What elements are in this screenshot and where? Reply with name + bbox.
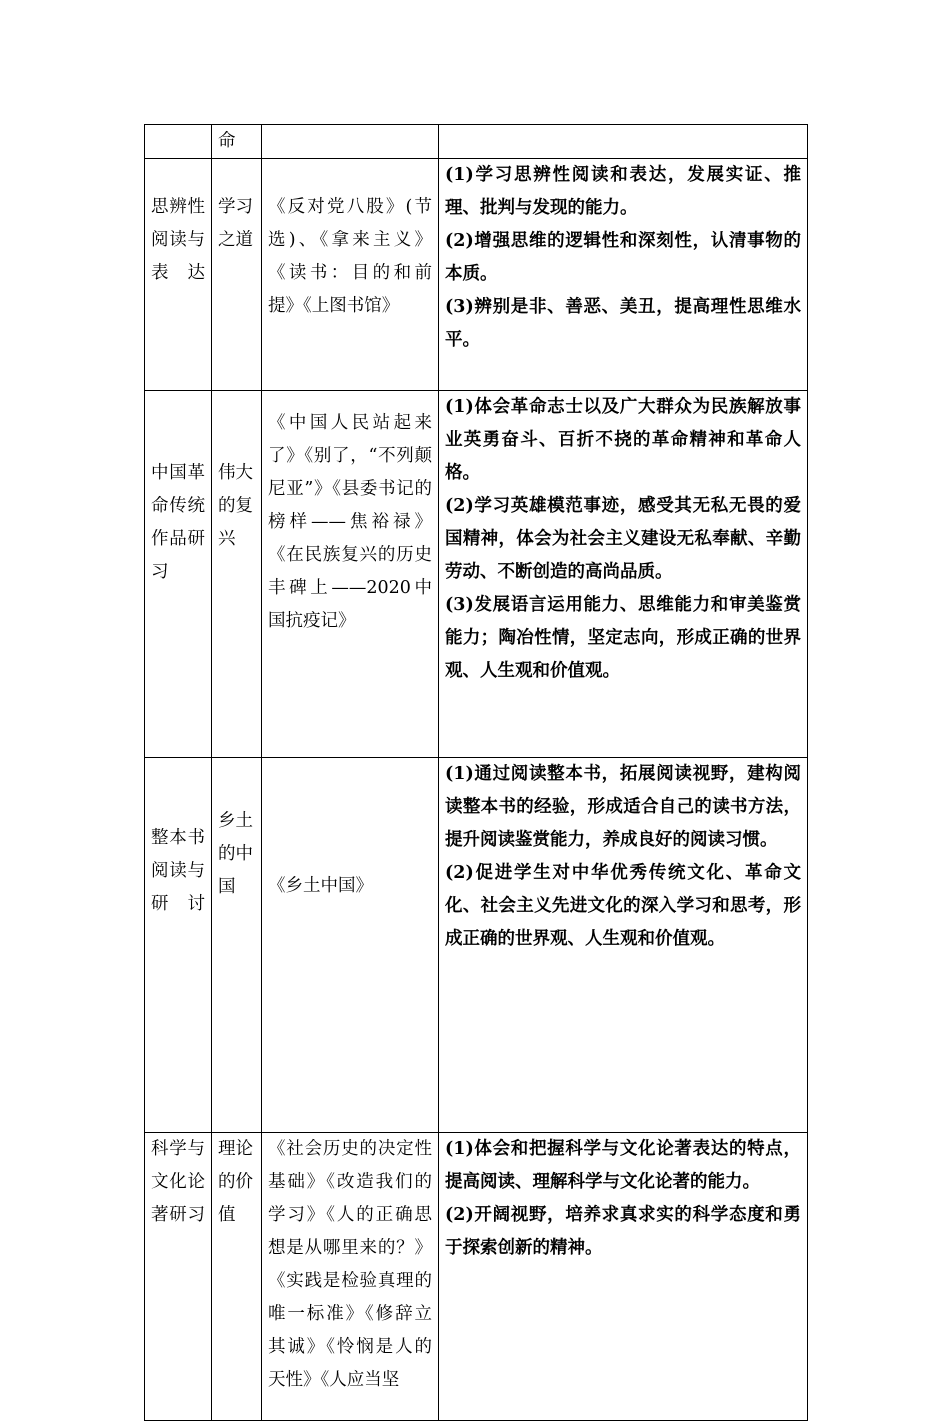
curriculum-table (144, 124, 808, 1421)
goals-cell (439, 159, 808, 391)
unit-cell: 理论的价值 (212, 1133, 262, 1421)
unit-cell: 伟大的复兴 (212, 391, 262, 758)
texts-cell: 《社会历史的决定性基础》《改造我们的学习》《人的正确思想是从哪里来的？》《实践是检验真理的唯一标准》《修辞立其诚》《怜悯是人的天性》《人应当坚 (262, 1133, 439, 1421)
table-row (145, 125, 808, 159)
goals-cell (439, 1133, 808, 1421)
goal-item: (1)通过阅读整本书，拓展阅读视野，建构阅读整本书的经验，形成适合自己的读书方法，提升阅读鉴赏能力，养成良好的阅读习惯。 (445, 764, 801, 850)
goal-item: (2)增强思维的逻辑性和深刻性，认清事物的本质。 (445, 231, 801, 284)
goal-item: (2)促进学生对中华优秀传统文化、革命文化、社会主义先进文化的深入学习和思考，形成正确的世界观、人生观和价值观。 (445, 863, 801, 949)
goal-item: (1)体会革命志士以及广大群众为民族解放事业英勇奋斗、百折不挠的革命精神和革命人格。 (445, 397, 801, 483)
table-row (145, 391, 808, 758)
theme-cell: 思辨性阅读与表达 (145, 159, 212, 391)
goal-item: (2)开阔视野，培养求真求实的科学态度和勇于探索创新的精神。 (445, 1205, 801, 1258)
goal-item: (3)发展语言运用能力、思维能力和审美鉴赏能力；陶冶性情，坚定志向，形成正确的世界观、人生观和价值观。 (445, 595, 801, 681)
goal-item: (3)辨别是非、善恶、美丑，提高理性思维水平。 (445, 297, 801, 350)
theme-cell: 科学与文化论著研习 (145, 1133, 212, 1421)
table-row (145, 758, 808, 1133)
texts-cell: 《乡土中国》 (262, 758, 439, 1133)
unit-cell: 命 (212, 125, 262, 159)
texts-cell (262, 125, 439, 159)
goals-cell (439, 125, 808, 159)
table-row (145, 1133, 808, 1421)
goal-item: (2)学习英雄模范事迹，感受其无私无畏的爱国精神，体会为社会主义建设无私奉献、辛勤劳动、不断创造的高尚品质。 (445, 496, 801, 582)
goal-item: (1)学习思辨性阅读和表达，发展实证、推理、批判与发现的能力。 (445, 165, 801, 218)
theme-cell: 中国革命传统作品研习 (145, 391, 212, 758)
goal-item: (1)体会和把握科学与文化论著表达的特点，提高阅读、理解科学与文化论著的能力。 (445, 1139, 801, 1192)
goals-cell (439, 391, 808, 758)
goals-cell (439, 758, 808, 1133)
texts-cell: 《中国人民站起来了》《别了，“不列颠尼亚”》《县委书记的榜样——焦裕禄》《在民族复兴的历史丰碑上——2020中国抗疫记》 (262, 391, 439, 758)
theme-cell (145, 125, 212, 159)
texts-cell: 《反对党八股》(节选)、《拿来主义》《读书：目的和前提》《上图书馆》 (262, 159, 439, 391)
theme-cell: 整本书阅读与研讨 (145, 758, 212, 1133)
table-row (145, 159, 808, 391)
unit-cell: 学习之道 (212, 159, 262, 391)
unit-cell: 乡土的中国 (212, 758, 262, 1133)
